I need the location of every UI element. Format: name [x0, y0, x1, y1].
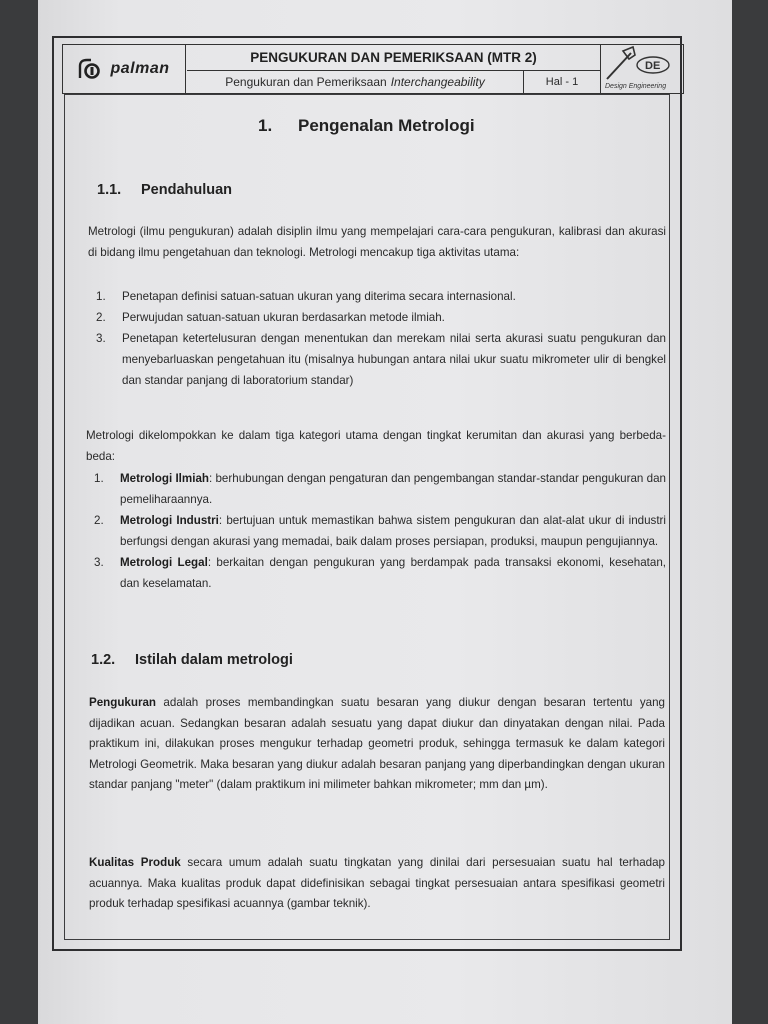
- chapter-heading: [258, 116, 475, 136]
- section-title: Pendahuluan: [141, 182, 233, 198]
- list-item: 1. Metrologi Ilmiah: berhubungan dengan pengaturan dan pengembangan standar-standar pengukuran dan pemeliharaannya.: [94, 472, 666, 506]
- section-heading-1-1: [97, 182, 232, 198]
- activities-list: [96, 286, 666, 391]
- list-item: 3. Penetapan ketertelusuran dengan menentukan dan merekam nilai serta akurasi suatu pengukuran dan menyebarluaskan pengetahuan itu (misalnya hubungan antara nilai ukur suatu mikrometer ulir di bengkel dan standar panjang di laboratorium standar): [96, 332, 666, 387]
- chapter-number: 1.: [258, 116, 273, 135]
- brand-right-text: Design Engineering: [605, 83, 667, 90]
- page-number: Hal - 1: [545, 76, 579, 88]
- document-title: PENGUKURAN DAN PEMERIKSAAN (MTR 2): [187, 45, 600, 71]
- section-number: 1.1.: [97, 182, 122, 198]
- section-heading-1-2: [91, 652, 293, 668]
- list-item: 1. Penetapan definisi satuan-satuan ukuran yang diterima secara internasional.: [96, 290, 516, 303]
- chapter-title: Pengenalan Metrologi: [298, 116, 475, 135]
- section-title: Istilah dalam metrologi: [135, 652, 293, 668]
- list-item: 3. Metrologi Legal: berkaitan dengan pengukuran yang berdampak pada transaksi ekonomi, kesehatan, dan keselamatan.: [94, 556, 666, 590]
- kualitas-produk-paragraph: Kualitas Produk secara umum adalah suatu tingkatan yang dinilai dari persesuaian suatu hal terhadap acuannya. Maka kualitas produk dapat didefinisikan sebagai tingkat persesuaian antara spesifikasi geometri produk terhadap spesifikasi acuannya (gambar teknik).: [89, 856, 665, 910]
- subtitle-plain: Pengukuran dan Pemeriksaan: [225, 75, 387, 89]
- list-item: 2. Metrologi Industri: bertujuan untuk memastikan bahwa sistem pengukuran dan alat-alat ukur di industri berfungsi dengan akurasi yang memadai, baik dalam proses persiapan, produksi, maupun pengujiannya.: [94, 514, 666, 548]
- list-item: 2. Perwujudan satuan-satuan ukuran berdasarkan metode ilmiah.: [96, 311, 445, 324]
- intro-paragraph: Metrologi (ilmu pengukuran) adalah disiplin ilmu yang mempelajari cara-cara pengukuran, kalibrasi dan akurasi di bidang ilmu pengetahuan dan teknologi. Metrologi mencakup tiga aktivitas utama:: [88, 225, 666, 259]
- logo-text: palman: [110, 60, 170, 77]
- pengukuran-paragraph: Pengukuran adalah proses membandingkan suatu besaran yang diukur dengan besaran tertentu yang dijadikan acuan. Sedangkan besaran adalah sesuatu yang dapat diukur dan dinyatakan dengan nilai. Pada praktikum ini, dilakukan proses mengukur terhadap geometri produk, sehingga termasuk ke dalam kategori Metrologi Geometrik. Maka besaran yang diukur adalah besaran panjang yang diperbandingkan dengan ukuran standar panjang "meter" (dalam praktikum ini milimeter bahkan mikrometer; mm dan µm).: [89, 696, 665, 791]
- categories-intro-paragraph: Metrologi dikelompokkan ke dalam tiga kategori utama dengan tingkat kerumitan dan akurasi yang berbeda-beda:: [86, 429, 666, 463]
- subtitle-italic: Interchangeability: [390, 75, 485, 89]
- de-mark: DE: [645, 60, 661, 72]
- section-number: 1.2.: [91, 652, 116, 668]
- categories-list: [94, 468, 666, 594]
